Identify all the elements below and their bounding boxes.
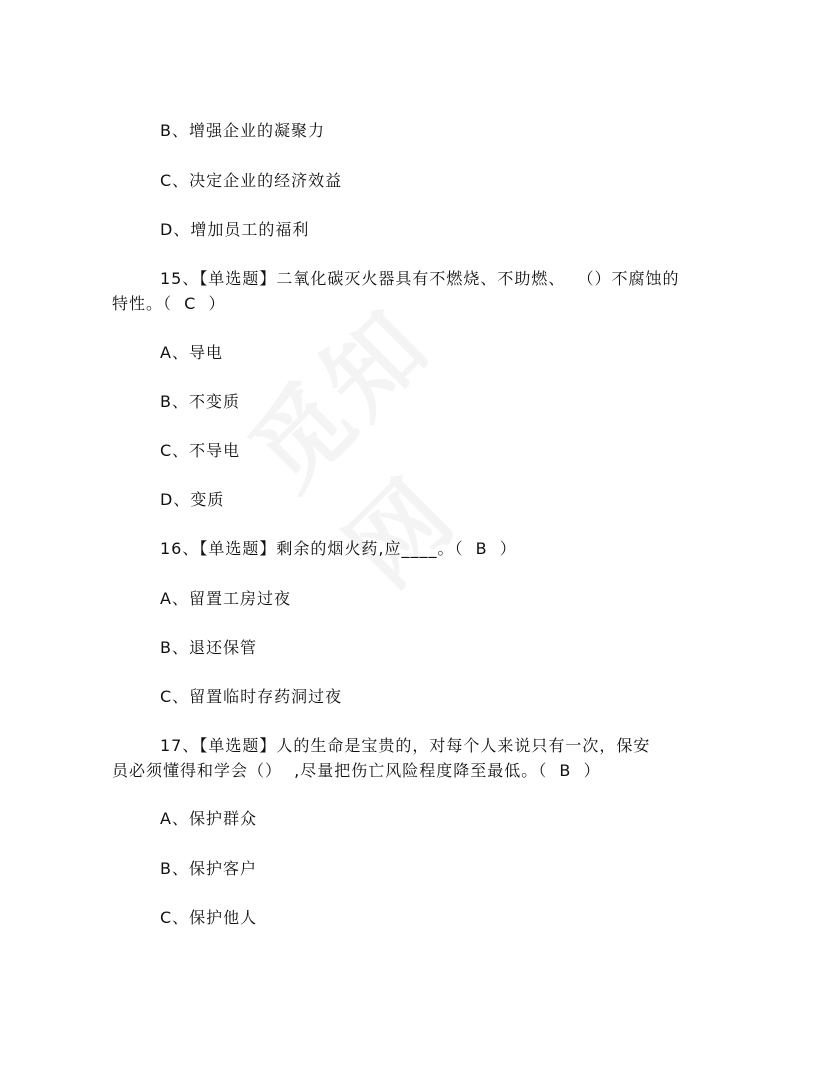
option-16-c: C、留置临时存药洞过夜 — [160, 687, 343, 706]
option-14-d: D、增加员工的福利 — [160, 220, 310, 239]
option-14-b: B、增强企业的凝聚力 — [160, 121, 325, 140]
option-17-b: B、保护客户 — [160, 859, 257, 878]
question-17-line-1: 17、【单选题】人的生命是宝贵的，对每个人来说只有一次，保安 — [160, 736, 651, 755]
option-17-a: A、保护群众 — [160, 809, 257, 828]
option-15-a: A、导电 — [160, 343, 223, 362]
option-15-d: D、变质 — [160, 490, 225, 509]
question-16: 16、【单选题】剩余的烟火药,应____。（ B ） — [160, 539, 517, 558]
option-16-a: A、留置工房过夜 — [160, 589, 291, 608]
question-17-line-2: 员必须懂得和学会（） ,尽量把伤亡风险程度降至最低。（ B ） — [112, 761, 601, 780]
option-14-c: C、决定企业的经济效益 — [160, 171, 343, 190]
option-16-b: B、退还保管 — [160, 638, 257, 657]
question-15-line-1: 15、【单选题】二氧化碳灭火器具有不燃烧、不助燃、 （）不腐蚀的 — [160, 269, 680, 288]
question-15-line-2: 特性。（ C ） — [112, 294, 226, 313]
option-15-c: C、不导电 — [160, 441, 241, 460]
option-15-b: B、不变质 — [160, 392, 240, 411]
option-17-c: C、保护他人 — [160, 908, 258, 927]
